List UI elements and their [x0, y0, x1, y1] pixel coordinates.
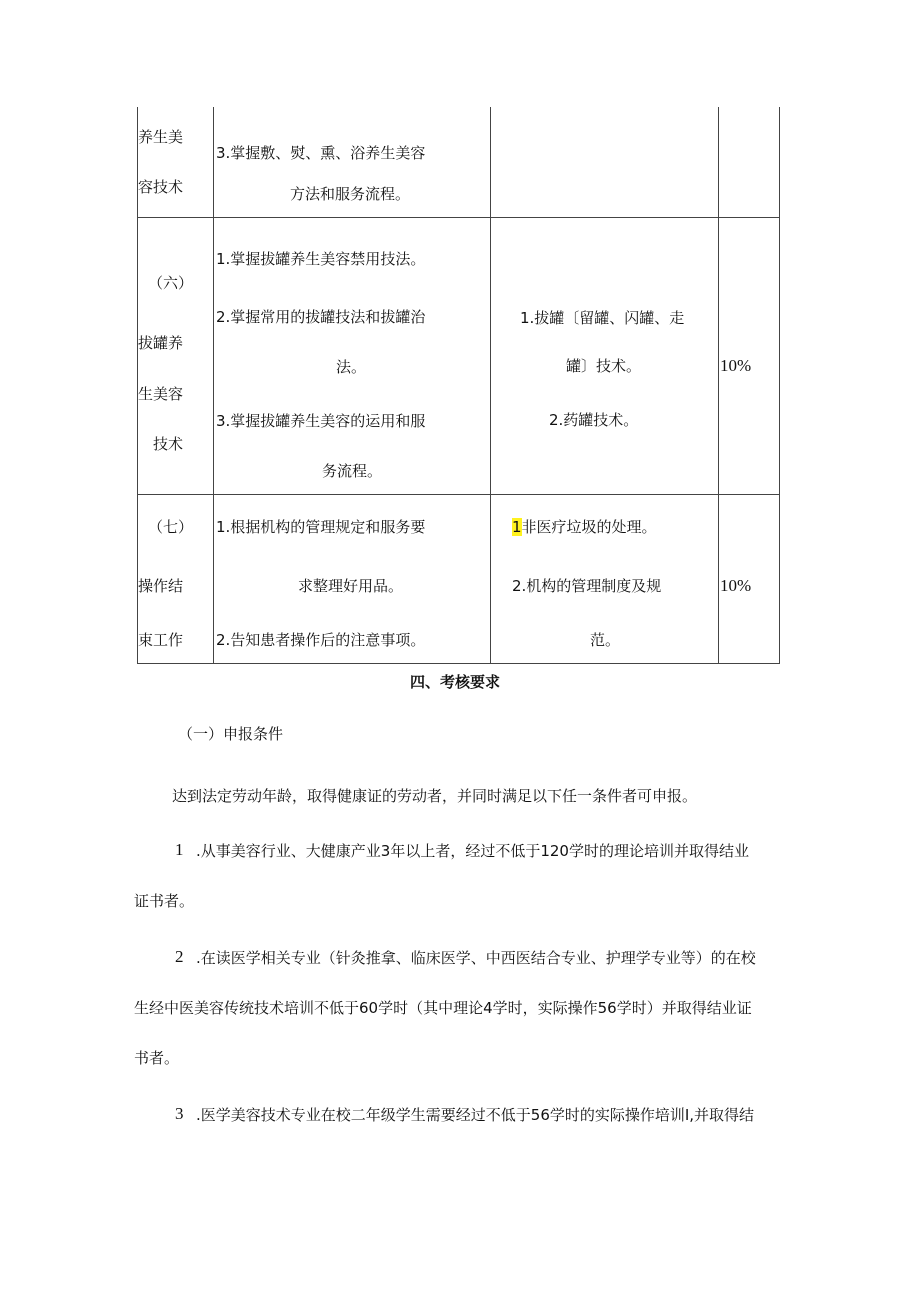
table-cell-module: 拔罐养 — [138, 334, 184, 352]
table-cell-requirement: 3.掌握拔罐养生美容的运用和服 — [216, 412, 426, 430]
item-text: 证书者。 — [134, 892, 195, 910]
table-cell-module: （七） — [148, 518, 194, 536]
table-divider-1 — [213, 107, 214, 664]
table-cell-requirement: 方法和服务流程。 — [290, 185, 411, 203]
item-number: 3 — [175, 1104, 184, 1123]
table-cell-module: 生美容 — [138, 385, 184, 403]
item-text: .医学美容技术专业在校二年级学生需要经过不低于56学时的实际操作培训I,并取得结 — [196, 1106, 755, 1124]
table-border-bottom — [137, 663, 779, 664]
item-text: .在读医学相关专业（针灸推拿、临床医学、中西医结合专业、护理学专业等）的在校 — [196, 949, 756, 967]
section-title: 四、考核要求 — [410, 673, 501, 691]
table-cell-skill: 2.机构的管理制度及规 — [512, 577, 662, 595]
table-cell-module: （六） — [148, 274, 194, 292]
table-divider-2 — [490, 107, 491, 664]
table-cell-requirement: 1.根据机构的管理规定和服务要 — [216, 518, 426, 536]
subsection-title: （一）申报条件 — [178, 725, 284, 743]
table-cell-skill: 罐〕技术。 — [566, 357, 642, 375]
table-cell-requirement: 2.掌握常用的拔罐技法和拔罐治 — [216, 308, 426, 326]
item-text: .从事美容行业、大健康产业3年以上者，经过不低于120学时的理论培训并取得结业 — [196, 842, 749, 860]
table-cell-module: 容技术 — [138, 178, 184, 196]
table-cell-weight: 10% — [720, 356, 752, 375]
table-cell-module: 束工作 — [138, 631, 184, 649]
table-cell-skill: 1非医疗垃圾的处理。 — [512, 518, 657, 536]
highlight-mark: 1 — [512, 518, 522, 536]
table-cell-requirement: 1.掌握拔罐养生美容禁用技法。 — [216, 250, 426, 268]
table-divider-3 — [718, 107, 719, 664]
table-cell-requirement: 求整理好用品。 — [298, 577, 404, 595]
item-text: 生经中医美容传统技术培训不低于60学时（其中理论4学时，实际操作56学时）并取得结业证 — [134, 999, 752, 1017]
table-cell-weight: 10% — [720, 576, 752, 595]
table-cell-skill: 1.拔罐〔留罐、闪罐、走 — [520, 309, 685, 327]
table-cell-module: 技术 — [153, 435, 184, 453]
item-text: 书者。 — [134, 1049, 180, 1067]
table-cell-requirement: 2.告知患者操作后的注意事项。 — [216, 631, 426, 649]
intro-paragraph: 达到法定劳动年龄，取得健康证的劳动者，并同时满足以下任一条件者可申报。 — [172, 787, 698, 805]
table-cell-requirement: 3.掌握敷、熨、熏、浴养生美容 — [216, 144, 426, 162]
table-cell-skill: 范。 — [590, 631, 621, 649]
table-cell-module: 养生美 — [138, 128, 184, 146]
table-cell-requirement: 法。 — [336, 358, 367, 376]
table-border-right — [779, 107, 780, 664]
item-number: 2 — [175, 947, 184, 966]
table-row-divider-1 — [137, 217, 779, 218]
table-row-divider-2 — [137, 494, 779, 495]
item-number: 1 — [175, 840, 184, 859]
table-cell-module: 操作结 — [138, 577, 184, 595]
table-cell-requirement: 务流程。 — [322, 462, 383, 480]
table-cell-skill: 2.药罐技术。 — [549, 411, 639, 429]
